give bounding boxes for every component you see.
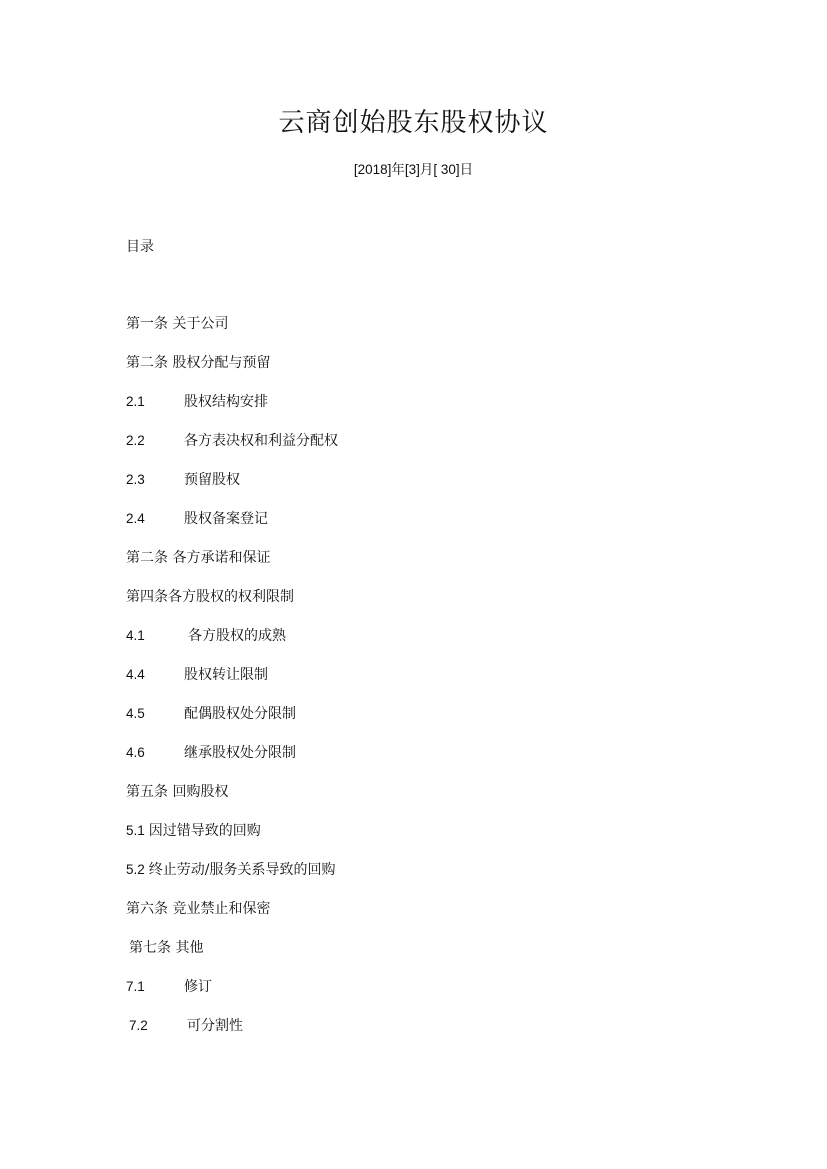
toc-entry-4-6: [126, 743, 726, 782]
toc-entry-text: 第一条 关于公司: [126, 316, 229, 332]
toc-entry-4-4: [126, 665, 726, 704]
toc-entry-number: 7.1: [126, 979, 145, 994]
toc-entry-text: 第二条 各方承诺和保证: [126, 550, 271, 566]
toc-entry-article-6: [126, 899, 726, 938]
toc-entry-text: 各方表决权和利益分配权: [184, 433, 338, 449]
toc-entry-text: 修订: [184, 979, 212, 995]
toc-entry-text: 继承股权处分限制: [184, 745, 296, 761]
toc-entry-text: 股权备案登记: [184, 511, 268, 527]
toc-entry-text: 股权转让限制: [184, 667, 268, 683]
toc-entry-4-1: [126, 626, 726, 665]
toc-heading: 目录: [126, 239, 154, 255]
toc-entry-7-1: [126, 977, 726, 1016]
toc-entry-5-2: [126, 860, 726, 899]
toc-entry-article-4: [126, 587, 726, 626]
toc-entry-text: 终止劳动/服务关系导致的回购: [148, 862, 336, 878]
toc-entry-article-1: [126, 314, 726, 353]
toc-entry-number: 2.1: [126, 394, 145, 409]
toc-entry-text: 第二条 股权分配与预留: [126, 355, 271, 371]
toc-entry-4-5: [126, 704, 726, 743]
toc-entry-text: 股权结构安排: [184, 394, 268, 410]
toc-entry-number: 2.4: [126, 511, 145, 526]
document-date: [2018]年[3]月[ 30]日: [353, 162, 474, 177]
toc-entry-article-3: [126, 548, 726, 587]
toc-entry-2-1: [126, 392, 726, 431]
toc-entry-5-1: [126, 821, 726, 860]
document-title: 云商创始股东股权协议: [278, 108, 549, 138]
toc-entry-text: 第七条 其他: [129, 940, 204, 956]
toc-entry-number: 5.1: [126, 823, 145, 838]
toc-entry-text: 第六条 竞业禁止和保密: [126, 901, 271, 917]
toc-entry-text: 因过错导致的回购: [148, 823, 261, 839]
toc-entry-article-5: [126, 782, 726, 821]
toc-entry-text: 各方股权的成熟: [188, 628, 286, 644]
toc-entry-number: 4.4: [126, 667, 145, 682]
toc-entry-number: 2.2: [126, 433, 145, 448]
toc-entry-text: 配偶股权处分限制: [184, 706, 296, 722]
toc-entry-2-4: [126, 509, 726, 548]
toc-entry-text: 可分割性: [187, 1018, 243, 1034]
toc-entry-number: 5.2: [126, 862, 145, 877]
toc-entry-text: 预留股权: [184, 472, 240, 488]
toc-entry-2-2: [126, 431, 726, 470]
toc-entry-7-2: [126, 1016, 726, 1055]
toc-entry-number: 4.5: [126, 706, 145, 721]
toc-entry-number: 2.3: [126, 472, 145, 487]
toc-entry-article-7: [126, 938, 726, 977]
toc-entry-number: 4.1: [126, 628, 145, 643]
toc-entry-number: 4.6: [126, 745, 145, 760]
toc-entry-article-2: [126, 353, 726, 392]
toc-entry-2-3: [126, 470, 726, 509]
table-of-contents: [126, 314, 726, 1055]
toc-entry-text: 第五条 回购股权: [126, 784, 229, 800]
toc-entry-number: 7.2: [129, 1018, 148, 1033]
toc-entry-text: 第四条各方股权的权利限制: [126, 589, 294, 605]
